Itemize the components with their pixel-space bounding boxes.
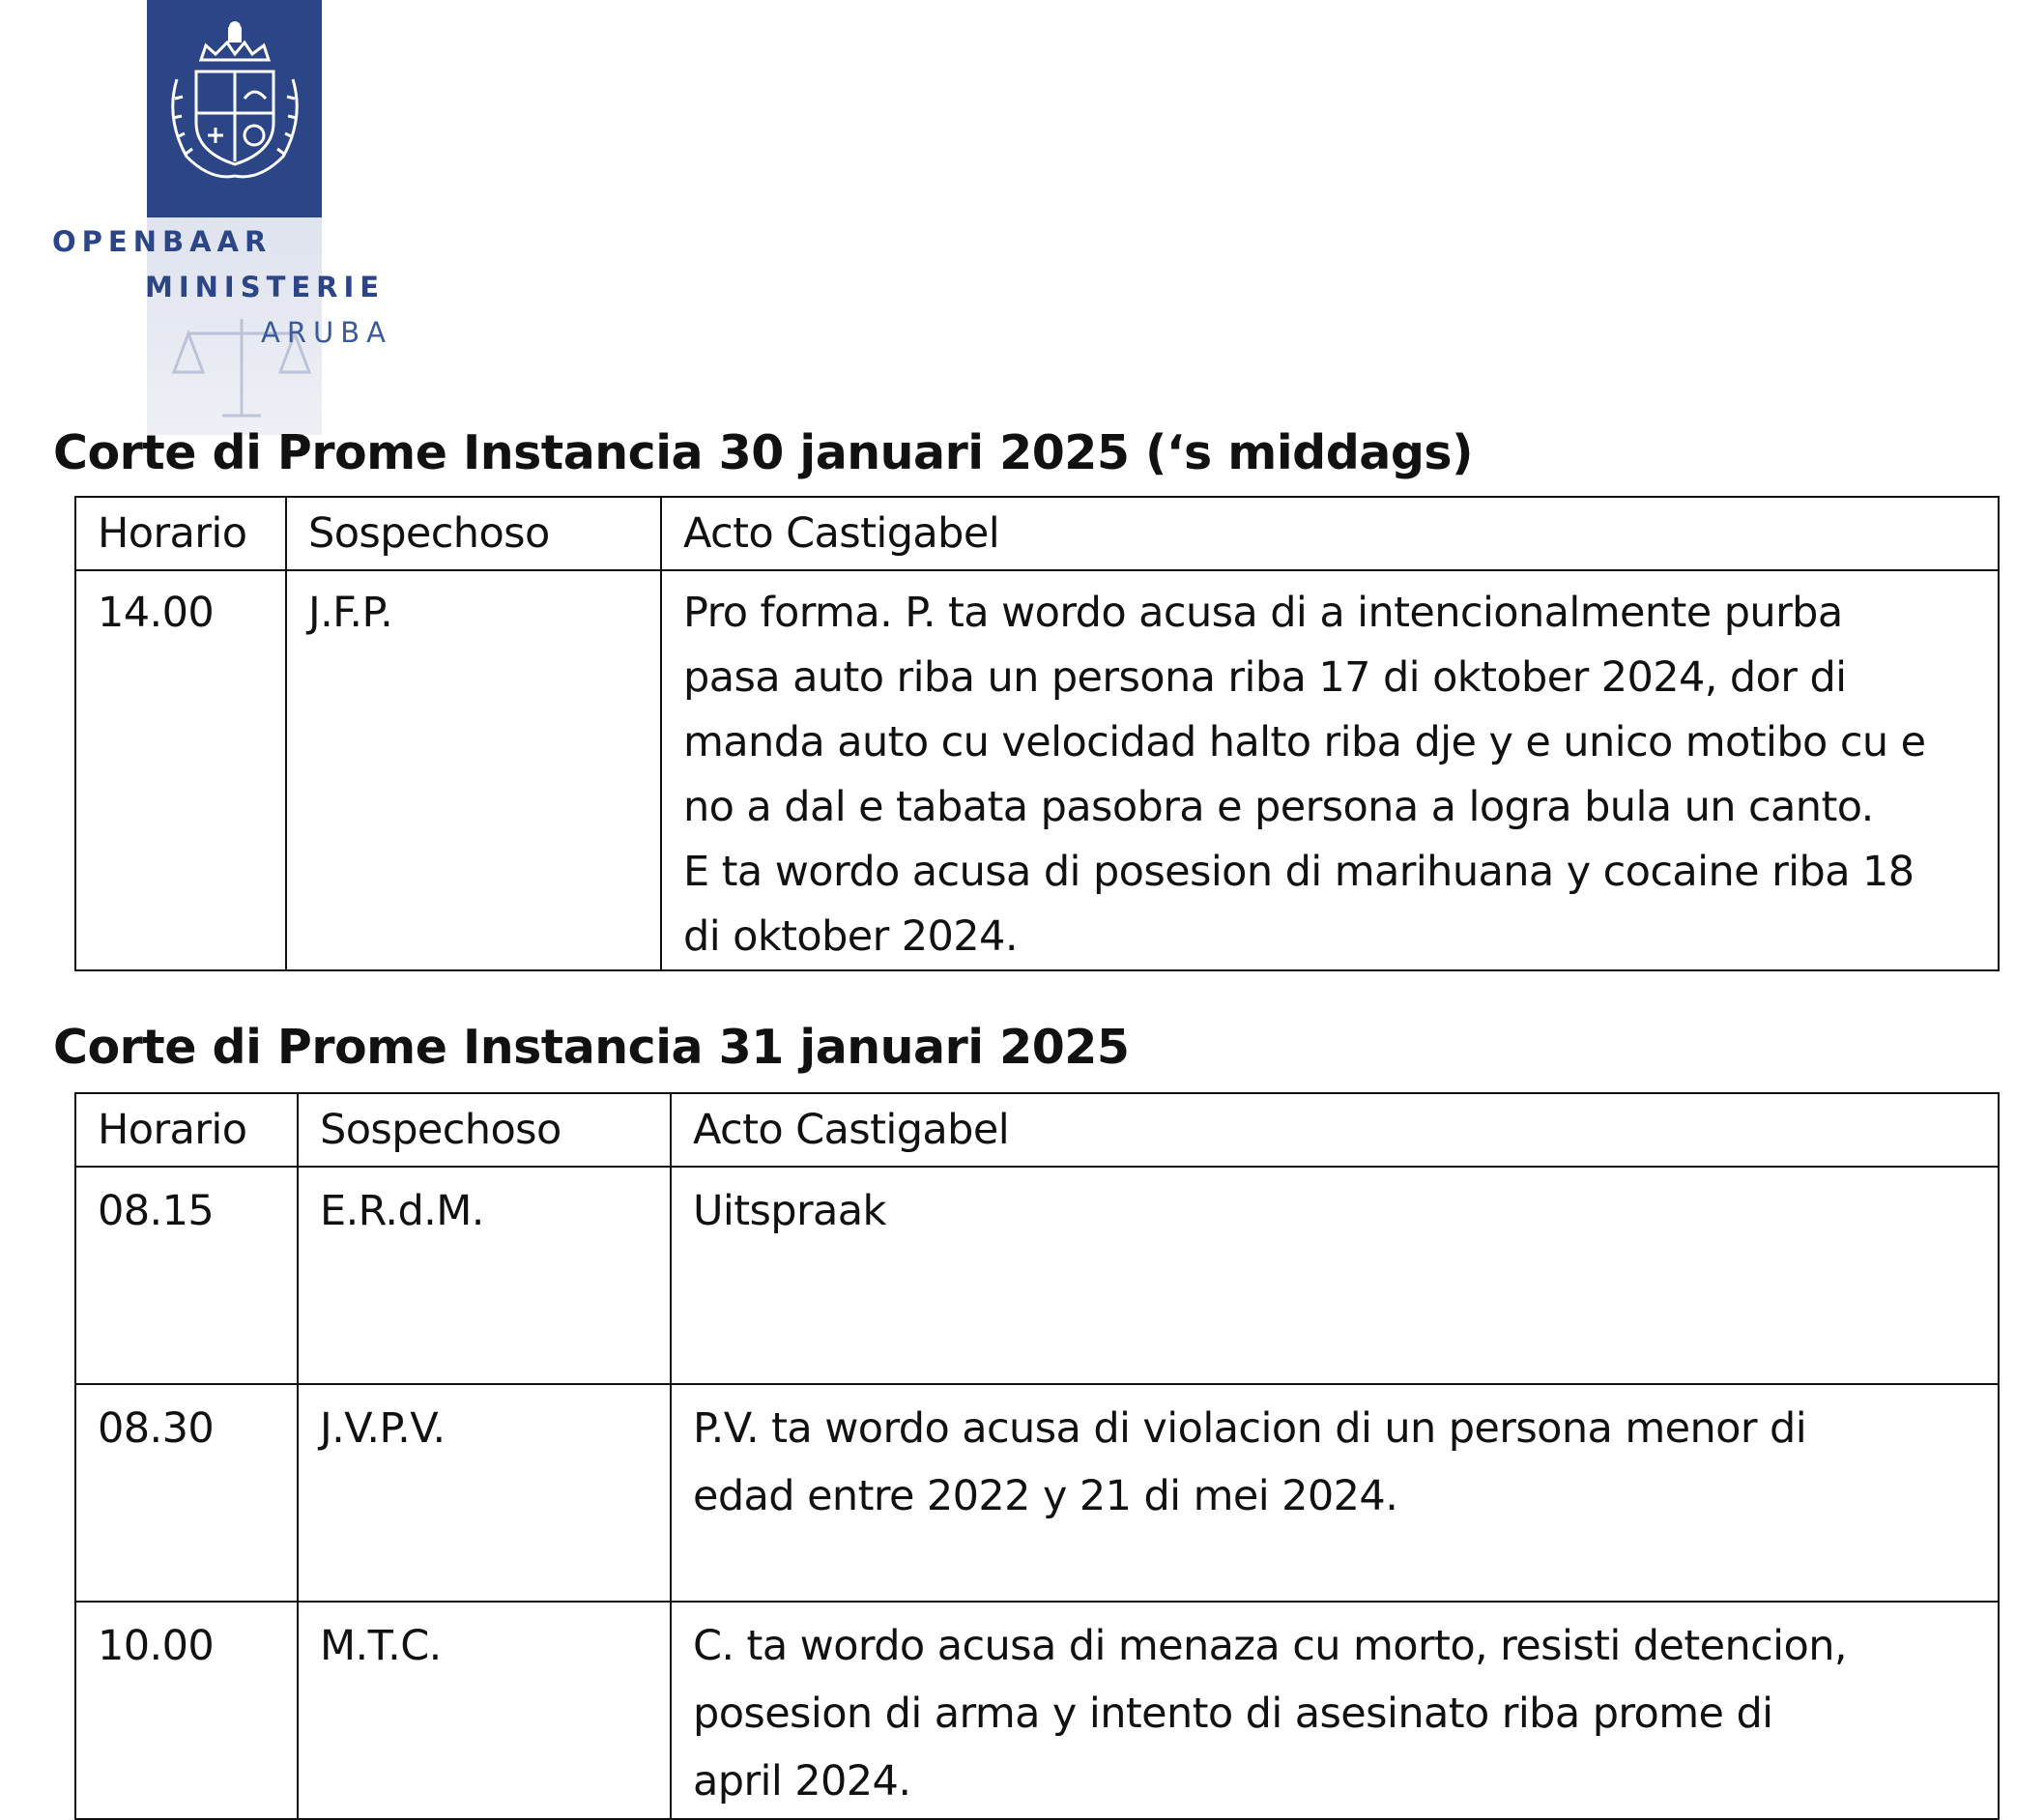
org-name-line-2: MINISTERIE bbox=[145, 271, 386, 303]
column-header-time: Horario bbox=[75, 497, 286, 570]
cell-time: 14.00 bbox=[75, 570, 286, 970]
cell-offense bbox=[671, 1602, 1999, 1819]
offense-line: di oktober 2024. bbox=[683, 912, 1018, 961]
offense-line: manda auto cu velocidad halto riba dje y e unico motibo cu e bbox=[683, 718, 1926, 766]
cell-offense bbox=[671, 1384, 1999, 1602]
table-header-row bbox=[75, 1093, 1999, 1167]
offense-line: pasa auto riba un persona riba 17 di oktober 2024, dor di bbox=[683, 653, 1847, 702]
offense-line: Uitspraak bbox=[693, 1187, 886, 1235]
offense-line: april 2024. bbox=[693, 1757, 911, 1806]
aruba-coat-of-arms-icon bbox=[158, 21, 312, 190]
cell-time: 08.15 bbox=[75, 1167, 298, 1384]
offense-line: edad entre 2022 y 21 di mei 2024. bbox=[693, 1472, 1398, 1520]
column-header-offense: Acto Castigabel bbox=[661, 497, 1999, 570]
offense-line: E ta wordo acusa di posesion di marihuana y cocaine riba 18 bbox=[683, 848, 1914, 896]
column-header-suspect: Sospechoso bbox=[298, 1093, 671, 1167]
offense-line: C. ta wordo acusa di menaza cu morto, resisti detencion, bbox=[693, 1622, 1847, 1670]
table-row bbox=[75, 570, 1999, 970]
table-row bbox=[75, 1602, 1999, 1819]
table-row bbox=[75, 1167, 1999, 1384]
column-header-offense: Acto Castigabel bbox=[671, 1093, 1999, 1167]
cell-suspect: M.T.C. bbox=[298, 1602, 671, 1819]
section-title: Corte di Prome Instancia 31 januari 2025 bbox=[53, 1020, 1130, 1075]
offense-line: P.V. ta wordo acusa di violacion di un persona menor di bbox=[693, 1404, 1807, 1453]
org-name-line-1: OPENBAAR bbox=[52, 225, 273, 258]
cell-offense bbox=[671, 1167, 1999, 1384]
offense-line: Pro forma. P. ta wordo acusa di a intencionalmente purba bbox=[683, 589, 1843, 637]
schedule-table bbox=[74, 496, 2000, 971]
cell-time: 10.00 bbox=[75, 1602, 298, 1819]
schedule-table bbox=[74, 1092, 2000, 1820]
offense-line: posesion di arma y intento di asesinato riba prome di bbox=[693, 1690, 1773, 1738]
cell-suspect: J.V.P.V. bbox=[298, 1384, 671, 1602]
cell-suspect: E.R.d.M. bbox=[298, 1167, 671, 1384]
cell-suspect: J.F.P. bbox=[286, 570, 661, 970]
column-header-suspect: Sospechoso bbox=[286, 497, 661, 570]
cell-offense bbox=[661, 570, 1999, 970]
table-header-row bbox=[75, 497, 1999, 570]
org-name-line-3: ARUBA bbox=[261, 316, 392, 349]
offense-line: no a dal e tabata pasobra e persona a logra bula un canto. bbox=[683, 783, 1874, 831]
section-title: Corte di Prome Instancia 30 januari 2025 (‘s middags) bbox=[53, 425, 1473, 480]
cell-time: 08.30 bbox=[75, 1384, 298, 1602]
column-header-time: Horario bbox=[75, 1093, 298, 1167]
table-row bbox=[75, 1384, 1999, 1602]
